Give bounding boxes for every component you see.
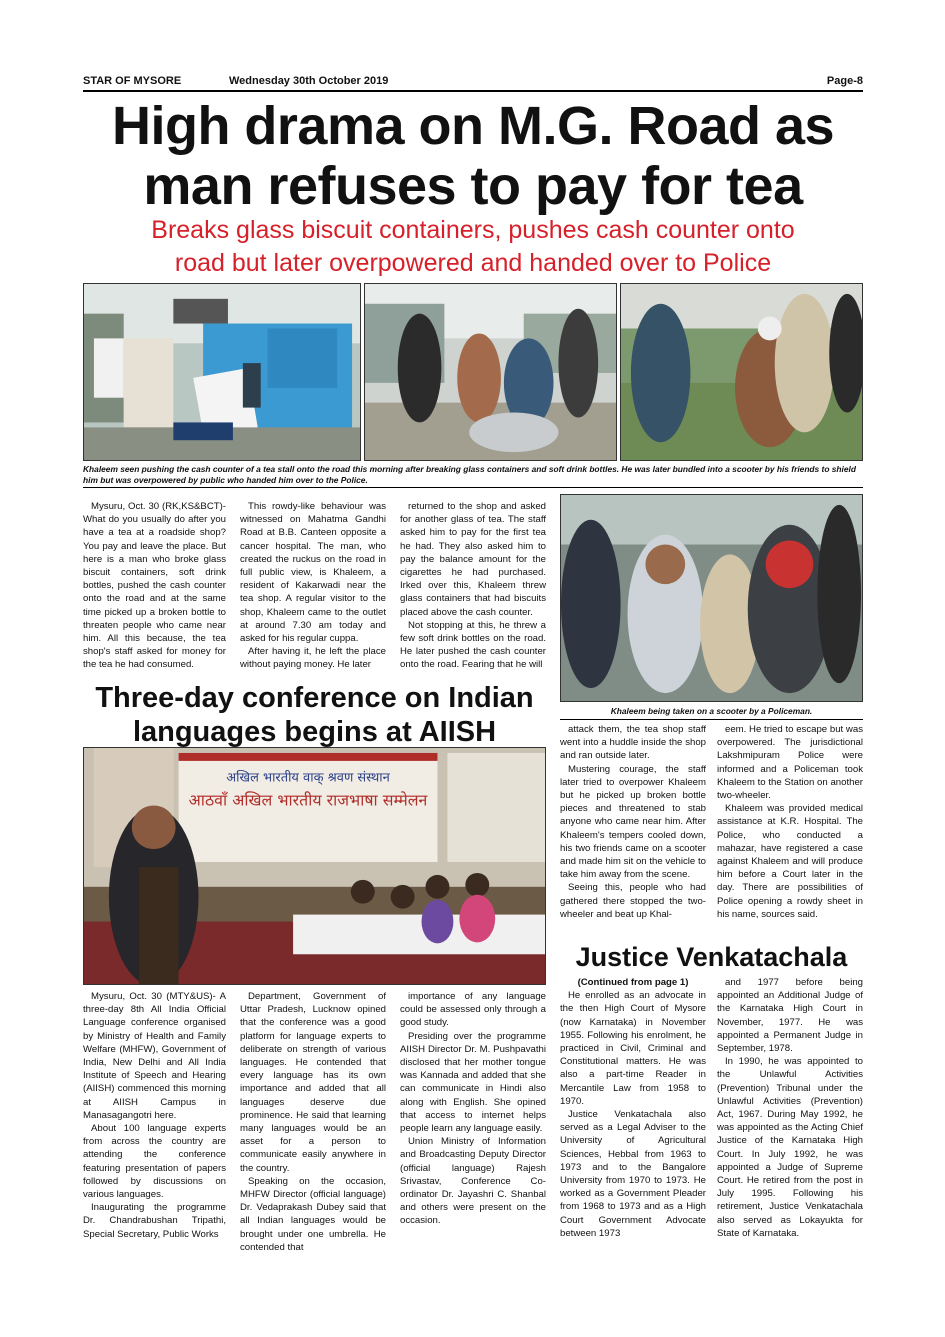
- story1-paragraph: Not stopping at this, he threw a few soft drink bottles on the road. He later pushed the cash counter onto the road. Fearing that he will: [400, 619, 546, 671]
- story2-paragraph: Inaugurating the programme Dr. Chandrabushan Tripathi, Special Secretary, Public Works: [83, 1202, 226, 1240]
- story2-paragraph: importance of any language could be assessed only through a good study.: [400, 991, 546, 1029]
- main-subheadline-line2: road but later overpowered and handed over to Police: [174, 249, 772, 277]
- story2-paragraph: About 100 language experts from across the country are attending the conference featuring presentation of papers followed by discussions on various languages.: [83, 1123, 226, 1201]
- caption-rule: [83, 487, 863, 488]
- story1-column-2: [240, 500, 386, 680]
- story1-paragraph: eem. He tried to escape but was overpowered. The jurisdictional Lakshmipuram Police were informed and a Policeman took Khaleem to the Station on another two-wheeler.: [717, 724, 863, 802]
- story3-paragraph: In 1990, he was appointed to the Unlawful Activities (Prevention) Tribunal under the Unlawful Activities (Prevention) Act, 1967. During May 1992, he was appointed as the Acting Chief Justice of the Karnataka High Court. In July 1992, he was appointed a Judge of Supreme Court. He retired from the post in July 1995. Following his retirement, Justice Venkatachala also served as Lokayukta for State of Karnataka.: [717, 1056, 863, 1239]
- story2-column-2: [240, 990, 386, 1253]
- story1-paragraph: Mustering courage, the staff later tried to overpower Khaleem but he picked up broken bottle pieces and threatened to stab anyone who came near him. After Khaleem's tempers cooled down, his two friends came on a scooter and made him sit on the vehicle to take him away from the scene.: [560, 763, 706, 881]
- photo-conference: [83, 747, 546, 985]
- story2-column-1: [83, 990, 226, 1250]
- story3-column-1: [560, 976, 706, 1266]
- photo-police-arrest: [620, 283, 863, 461]
- story2-paragraph: Union Ministry of Information and Broadcasting Deputy Director (official language) Rajesh Srivastav, Conference Co-ordinator Dr. Jayashri C. Shanbal and others were present on the occasion.: [400, 1136, 546, 1227]
- banner-text-2: आठवाँ अखिल भारतीय राजभाषा सम्मेलन: [188, 790, 428, 810]
- story1-paragraph: attack them, the tea shop staff went into a huddle inside the shop and ran outside later.: [560, 724, 706, 762]
- story1-paragraph: This rowdy-like behaviour was witnessed on Mahatma Gandhi Road at B.B. Canteen opposite a cancer hospital. The man, who created the ruckus on the road in full public view, is Khaleem, a resident of Kakarwadi near the tea shop. A regular visitor to the shop, Khaleem came to the outlet at around 7.30 am today and asked for his regular cuppa.: [240, 501, 386, 645]
- story3-paragraph: Justice Venkatachala also served as a Legal Adviser to the University of Agricultural Sciences, Hebbal from 1963 to 1973 and to the Bangalore University from 1970 to 1973. He worked as a Government Pleader from 1968 to 1973 and as a High Court Government Advocate between 1973: [560, 1109, 706, 1239]
- main-subheadline: [83, 214, 863, 280]
- main-headline-line2: man refuses to pay for tea: [143, 156, 803, 216]
- story1-paragraph: returned to the shop and asked for another glass of tea. The staff asked him to pay for the first tea he had. They also asked him to pay the balance amount for the cigarettes he had purchased. Irked over this, Khaleem threw glass containers that had biscuits placed above the cash counter.: [400, 501, 546, 618]
- photo-caption-side: Khaleem being taken on a scooter by a Policeman.: [610, 706, 813, 716]
- photo-tea-stall: [83, 283, 361, 461]
- story2-paragraph: Department, Government of Uttar Pradesh, Lucknow opined that the conference was a good platform for language experts to deliberate on strength of various languages. He contended that every language has its own importance and added that all languages deserve due prominence. He said that learning many languages would be an asset for a person to communicate easily anywhere in the country.: [240, 991, 386, 1174]
- main-headline: [83, 96, 863, 216]
- story3-paragraph: and 1977 before being appointed an Additional Judge of the Karnataka High Court in November, 1977. He was appointed a Permanent Judge in September, 1978.: [717, 977, 863, 1055]
- story3-paragraph: He enrolled as an advocate in the then High Court of Mysore (now Karnataka) in November 1955. Following his enrolment, he practiced in Civil, Criminal and Constitutional matters. He was also a part-time Reader in Mercantile Law from 1958 to 1970.: [560, 990, 706, 1107]
- story1-column-1: [83, 500, 226, 680]
- masthead: [83, 72, 863, 92]
- newspaper-name: STAR OF MYSORE: [83, 75, 182, 87]
- story1-column-4: [560, 723, 706, 938]
- story1-column-3: [400, 500, 546, 680]
- story1-paragraph: Seeing this, people who had gathered there stopped the two-wheeler and beat up Khal-: [560, 882, 706, 920]
- continued-note: (Continued from page 1): [577, 977, 689, 988]
- story1-paragraph: Khaleem was provided medical assistance at K.R. Hospital. The Police, who conducted a mahazar, have registered a case against Khaleem and will produce him before a Court later in the day. There are possibilities of Police opening a rowdy sheet in his name, sources said.: [717, 803, 863, 920]
- main-subheadline-line1: Breaks glass biscuit containers, pushes cash counter onto: [151, 216, 795, 244]
- story2-paragraph: Speaking on the occasion, MHFW Director (official language) Dr. Vedaprakash Dubey said that all Indian languages would be brought under one umbrella. He contended that: [240, 1175, 386, 1253]
- story2-column-3: [400, 990, 546, 1250]
- justice-headline: Justice Venkatachala: [575, 942, 848, 972]
- photo-caption-main: Khaleem seen pushing the cash counter of a tea stall onto the road this morning after breaking glass containers and soft drink bottles. He was later bundled into a scooter by his friends to shield him but was overpowered by public who handed him over to the Police.: [83, 464, 856, 485]
- banner-text-1: अखिल भारतीय वाक् श्रवण संस्थान: [226, 770, 390, 786]
- page-number: Page-8: [826, 75, 863, 87]
- conference-headline-line1: Three-day conference on Indian: [95, 682, 534, 714]
- photo-khaleem-on-scooter: [560, 494, 863, 702]
- story2-paragraph: Mysuru, Oct. 30 (MTY&US)- A three-day 8th All India Official Language conference organised by Ministry of Health and Family Welfare (MHFW), Government of India, New Delhi and All India Institute of Speech and Hearing (AIISH) commenced this morning at AIISH Campus in Manasagangotri here.: [83, 991, 226, 1121]
- photo-scooter: [364, 283, 617, 461]
- story1-paragraph: Mysuru, Oct. 30 (RK,KS&BCT)- What do you usually do after you have a tea at a roadside shop? You pay and leave the place. But here is a man who broke glass biscuit containers, soft drink bottles, pushed the cash counter onto the road and at the same time picked up a broken bottle to threaten people who came near him. All this because, the tea shop's staff asked for money for the tea he had consumed.: [83, 501, 226, 671]
- side-caption-rule: [560, 719, 863, 720]
- conference-headline-line2: languages begins at AIISH: [132, 716, 497, 748]
- story2-paragraph: Presiding over the programme AIISH Director Dr. M. Pushpavathi disclosed that her mother tongue was Kannada and added that she can communicate in Hindi also along with English. She opined that access to internet helps people learn any language easily.: [400, 1030, 546, 1135]
- story3-column-2: [717, 976, 863, 1266]
- story1-paragraph: After having it, he left the place without paying money. He later: [240, 646, 386, 671]
- issue-date: Wednesday 30th October 2019: [229, 75, 389, 87]
- story1-column-5: [717, 723, 863, 938]
- conference-headline: [83, 681, 546, 749]
- main-headline-line1: High drama on M.G. Road as: [111, 96, 835, 156]
